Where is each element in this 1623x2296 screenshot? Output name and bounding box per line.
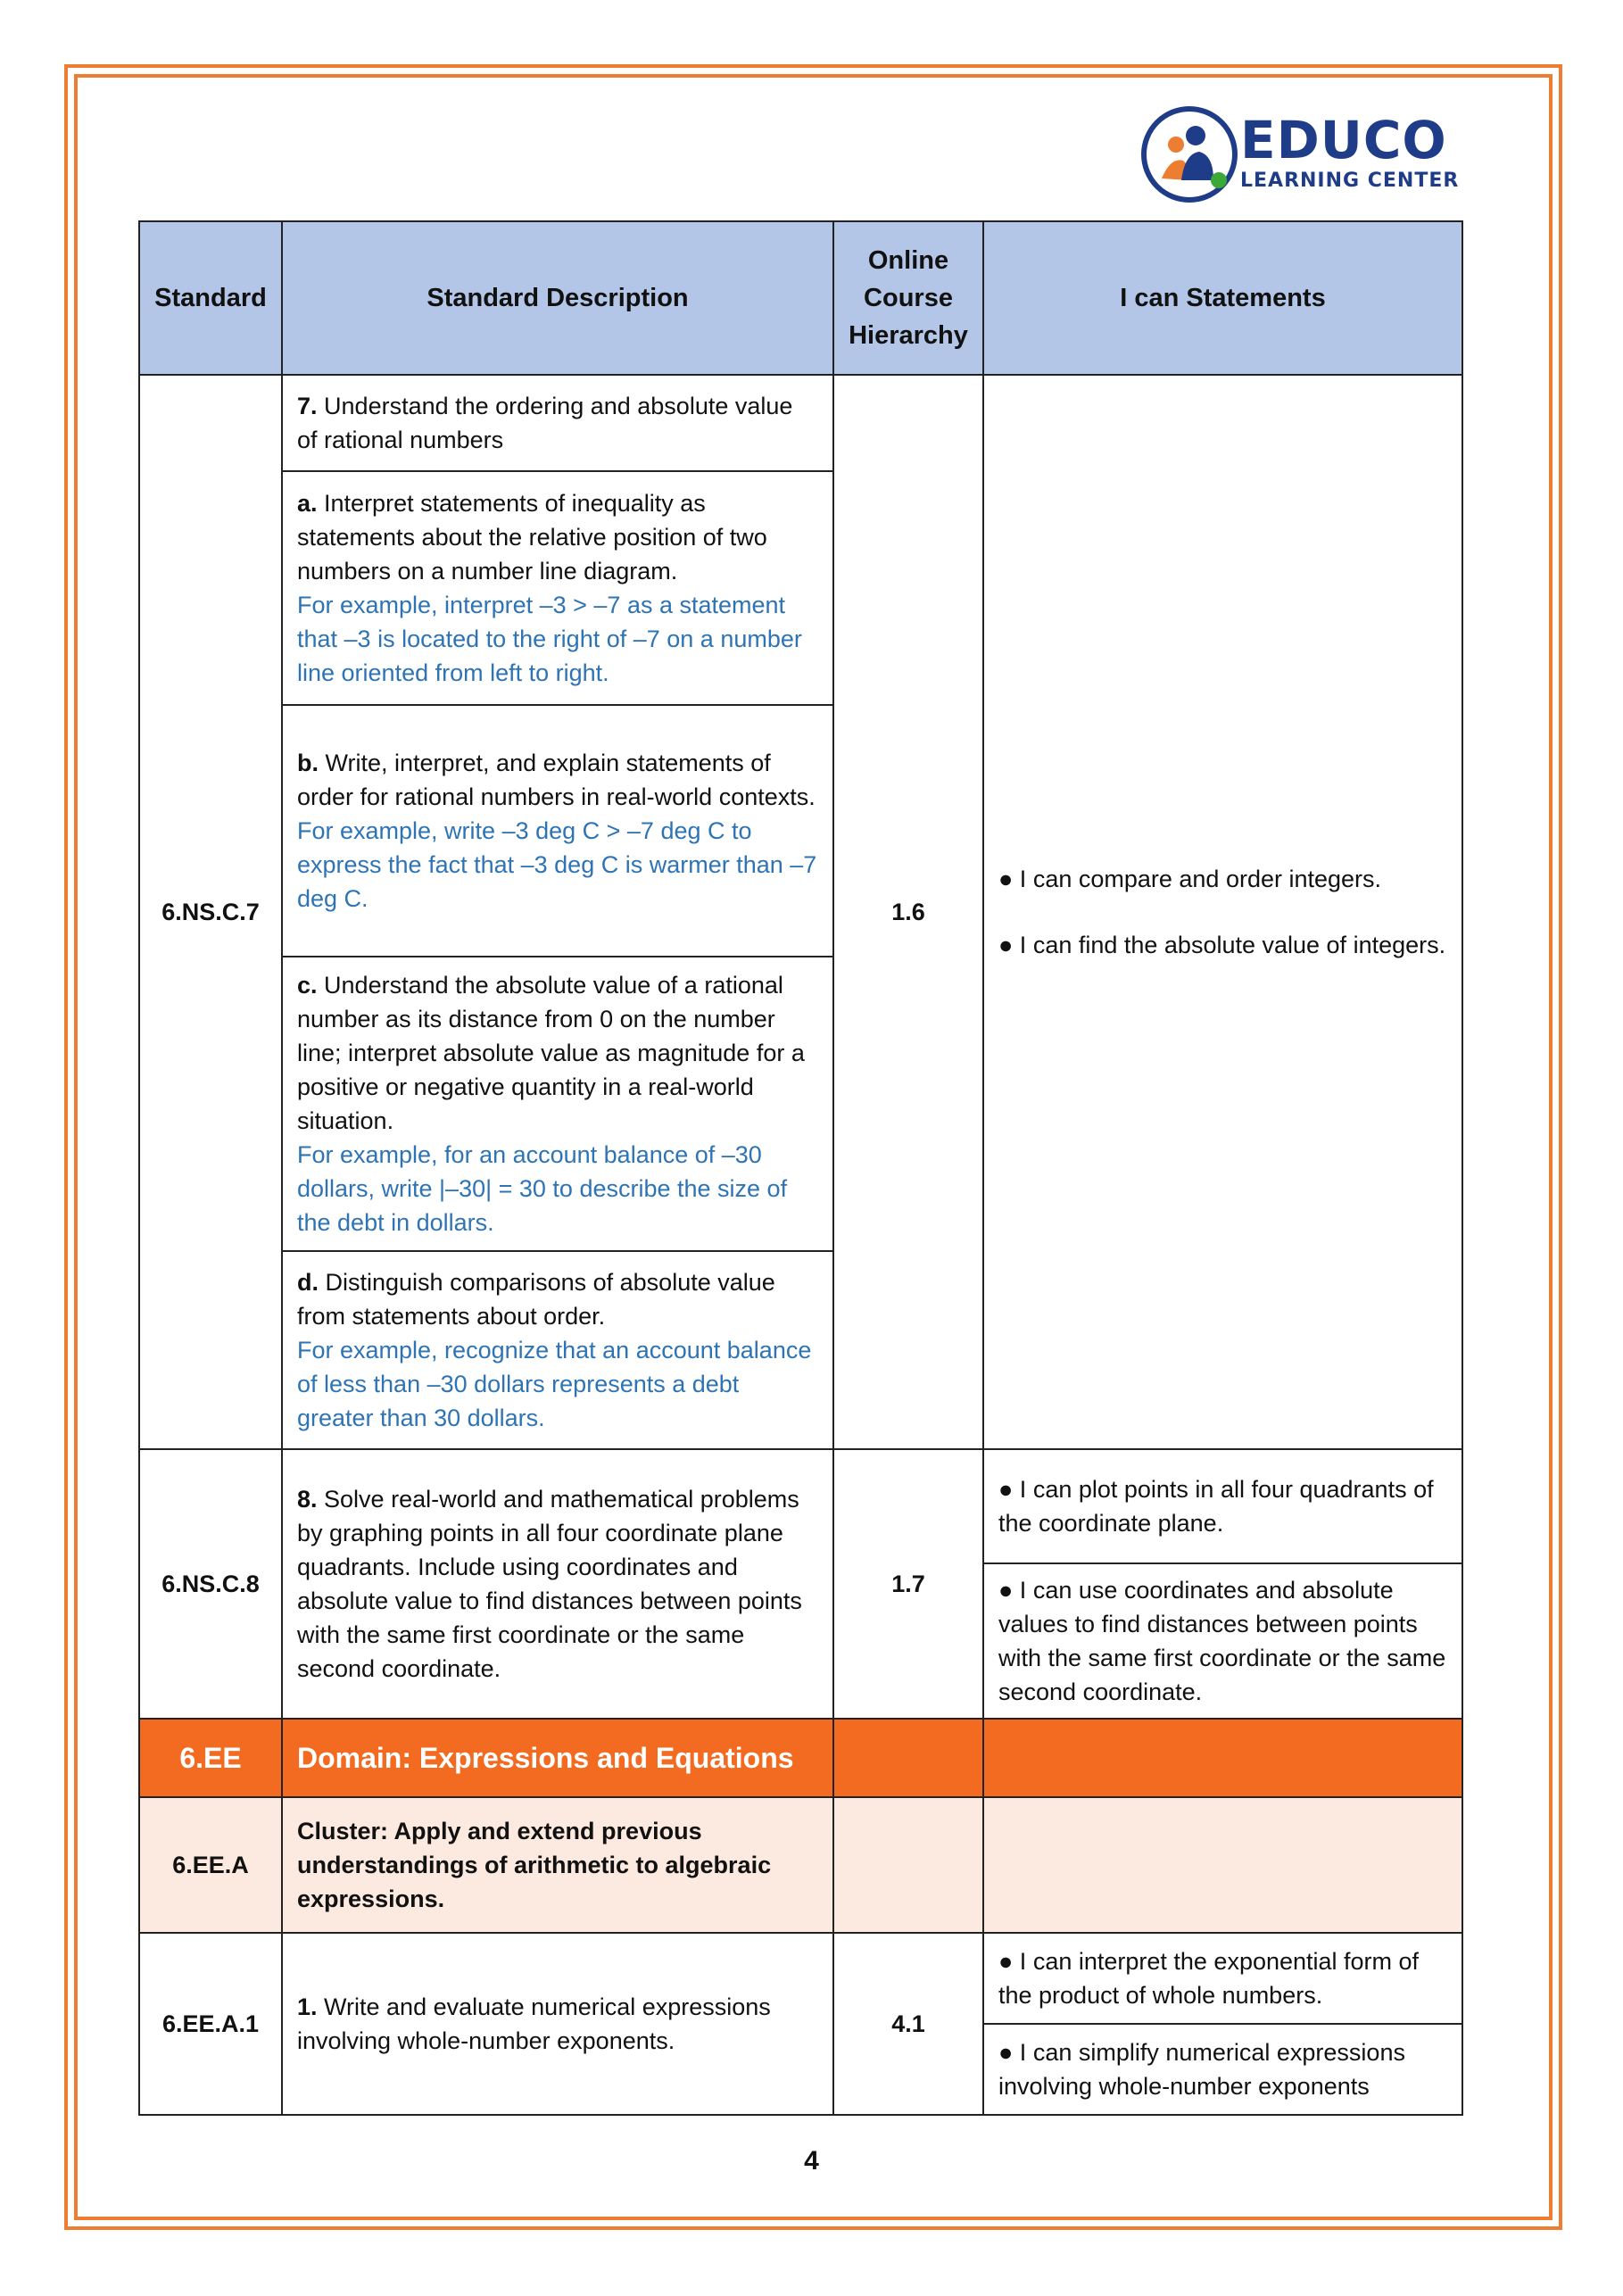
ican-cell <box>983 375 1462 1449</box>
cluster-empty-cell <box>983 1797 1462 1933</box>
item-label: 8. <box>297 1486 318 1513</box>
domain-empty-cell <box>833 1719 983 1797</box>
table-row <box>139 1449 1462 1563</box>
cluster-title: Cluster: Apply and extend previous understandings of arithmetic to algebraic expressions. <box>282 1797 833 1933</box>
description-cell <box>282 1251 833 1449</box>
hierarchy-value: 1.7 <box>833 1449 983 1719</box>
domain-row <box>139 1719 1462 1797</box>
ican-statement: ● I can plot points in all four quadrants of the coordinate plane. <box>983 1449 1462 1563</box>
example-text: For example, write –3 deg C > –7 deg C to express the fact that –3 deg C is warmer than –7 deg C. <box>297 817 817 912</box>
item-text: Solve real-world and mathematical problems by graphing points in all four coordinate plane quadrants. Include using coordinates and absolute value to find distances between points with the same first coordinate or the same second coordinate. <box>297 1486 802 1682</box>
hierarchy-value: 1.6 <box>833 375 983 1449</box>
table-row <box>139 375 1462 471</box>
header-description: Standard Description <box>282 221 833 375</box>
header-standard: Standard <box>139 221 282 375</box>
item-text: Understand the absolute value of a rational number as its distance from 0 on the number line; interpret absolute value as magnitude for a positive or negative quantity in a real-world situation. <box>297 972 805 1134</box>
cluster-code: 6.EE.A <box>139 1797 282 1933</box>
item-label: d. <box>297 1269 319 1296</box>
item-label: 1. <box>297 1993 318 2020</box>
header-row <box>139 221 1462 375</box>
item-text: Distinguish comparisons of absolute value from statements about order. <box>297 1269 775 1330</box>
example-text: For example, for an account balance of –30 dollars, write |–30| = 30 to describe the size of the debt in dollars. <box>297 1141 788 1236</box>
ican-statement: ● I can interpret the exponential form of the product of whole numbers. <box>983 1933 1462 2024</box>
description-cell <box>282 375 833 471</box>
ican-statement: ● I can simplify numerical expressions involving whole-number exponents <box>983 2024 1462 2115</box>
brand-tagline: LEARNING CENTER <box>1240 170 1460 192</box>
item-text: Understand the ordering and absolute value of rational numbers <box>297 393 793 453</box>
cluster-empty-cell <box>833 1797 983 1933</box>
table-row <box>139 1933 1462 2024</box>
domain-title: Domain: Expressions and Equations <box>282 1719 833 1797</box>
description-cell <box>282 1933 833 2115</box>
header-hierarchy: Online Course Hierarchy <box>833 221 983 375</box>
ican-spacer <box>998 896 1447 928</box>
brand-name: EDUCO <box>1240 110 1447 170</box>
hierarchy-value: 4.1 <box>833 1933 983 2115</box>
standard-code: 6.EE.A.1 <box>139 1933 282 2115</box>
item-label: 7. <box>297 393 318 419</box>
standard-code: 6.NS.C.7 <box>139 375 282 1449</box>
standard-code: 6.NS.C.8 <box>139 1449 282 1719</box>
example-text: For example, interpret –3 > –7 as a statement that –3 is located to the right of –7 on a number line oriented from left to right. <box>297 592 802 686</box>
educo-logo <box>1140 105 1470 205</box>
page-number: 4 <box>804 2146 819 2176</box>
item-label: b. <box>297 750 319 776</box>
cluster-row <box>139 1797 1462 1933</box>
description-cell <box>282 1449 833 1719</box>
educo-logo-icon <box>1140 105 1238 203</box>
item-text: Interpret statements of inequality as statements about the relative position of two numbers on a number line diagram. <box>297 490 767 584</box>
ican-statement: ● I can compare and order integers. <box>998 866 1382 892</box>
ican-statement: ● I can use coordinates and absolute values to find distances between points with the same first coordinate or the same second coordinate. <box>983 1563 1462 1719</box>
domain-empty-cell <box>983 1719 1462 1797</box>
domain-code: 6.EE <box>139 1719 282 1797</box>
standards-table <box>138 220 1463 2116</box>
description-cell <box>282 957 833 1251</box>
description-cell <box>282 705 833 957</box>
ican-statement: ● I can find the absolute value of integers. <box>998 932 1446 958</box>
item-text: Write and evaluate numerical expressions involving whole-number exponents. <box>297 1993 771 2054</box>
header-ican: I can Statements <box>983 221 1462 375</box>
item-text: Write, interpret, and explain statements of order for rational numbers in real-world contexts. <box>297 750 816 810</box>
item-label: c. <box>297 972 318 999</box>
item-label: a. <box>297 490 318 517</box>
example-text: For example, recognize that an account balance of less than –30 dollars represents a debt greater than 30 dollars. <box>297 1337 812 1431</box>
description-cell <box>282 471 833 705</box>
